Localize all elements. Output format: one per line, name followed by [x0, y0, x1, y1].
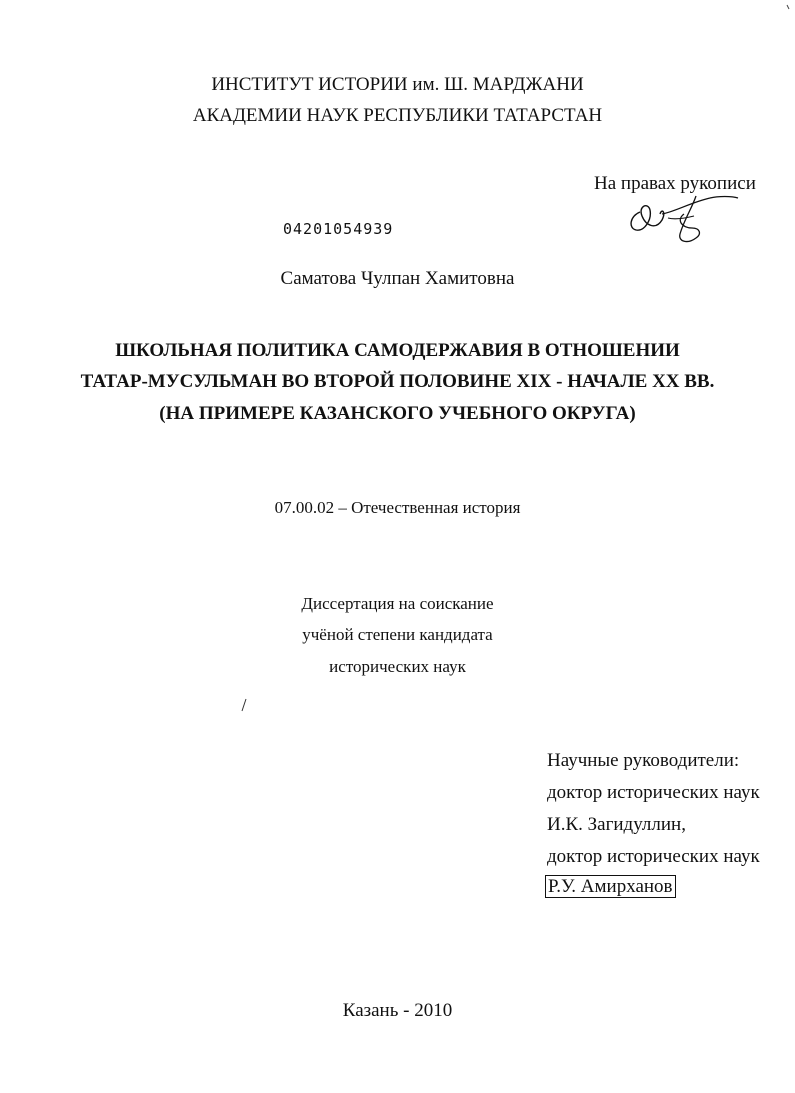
specialty: 07.00.02 – Отечественная история — [274, 498, 521, 517]
dissertation-title-line-2: ТАТАР-МУСУЛЬМАН ВО ВТОРОЙ ПОЛОВИНЕ XIX - НАЧАЛЕ XX ВВ. — [80, 371, 715, 392]
manuscript-note: На правах рукописи — [594, 173, 756, 194]
dissertation-title-line-3: (НА ПРИМЕРЕ КАЗАНСКОГО УЧЕБНОГО ОКРУГА) — [159, 403, 636, 424]
supervisor-2-name — [545, 876, 676, 898]
city-year-footer: Казань - 2010 — [342, 1000, 453, 1021]
handwritten-signature — [622, 190, 742, 248]
supervisor-2-degree: доктор исторических наук — [547, 846, 760, 867]
degree-line-1: Диссертация на соискание — [301, 594, 494, 613]
degree-line-2: учёной степени кандидата — [302, 625, 493, 644]
registry-number: 04201054939 — [283, 220, 394, 238]
stray-mark — [240, 698, 248, 712]
supervisors-heading: Научные руководители: — [547, 750, 740, 771]
scan-speck — [786, 4, 790, 10]
supervisor-1-degree: доктор исторических наук — [547, 782, 760, 803]
institution-line-2: АКАДЕМИИ НАУК РЕСПУБЛИКИ ТАТАРСТАН — [192, 105, 603, 126]
degree-line-3: исторических наук — [329, 657, 466, 676]
dissertation-title-line-1: ШКОЛЬНАЯ ПОЛИТИКА САМОДЕРЖАВИЯ В ОТНОШЕНИИ — [115, 340, 680, 361]
supervisor-2-name-box: Р.У. Амирханов — [545, 875, 676, 898]
institution-line-1: ИНСТИТУТ ИСТОРИИ им. Ш. МАРДЖАНИ — [211, 74, 584, 95]
author-name: Саматова Чулпан Хамитовна — [280, 268, 515, 289]
supervisor-1-name: И.К. Загидуллин, — [547, 814, 686, 835]
